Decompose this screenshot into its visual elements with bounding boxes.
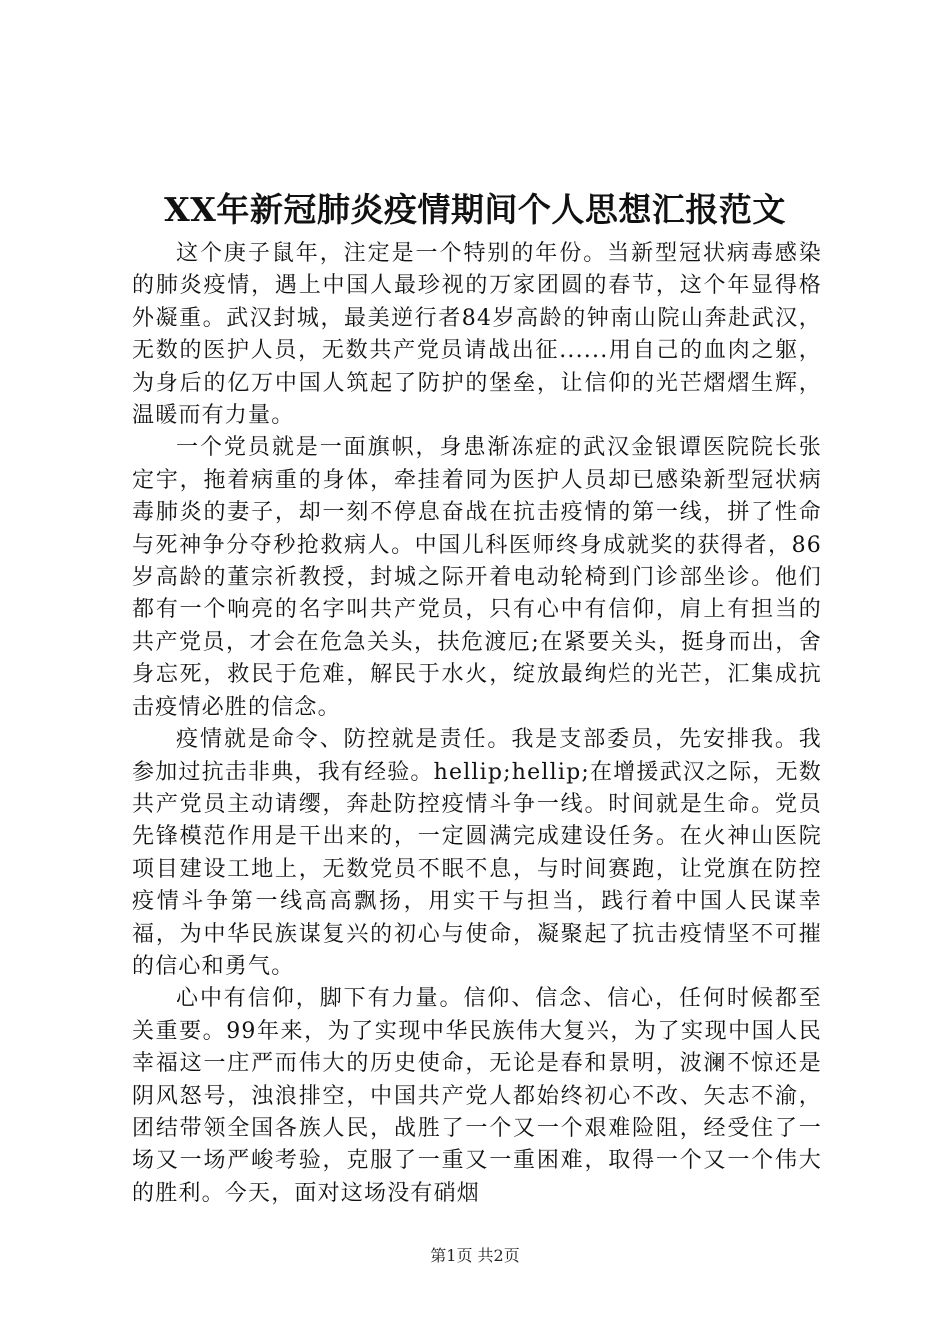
paragraph-4: 心中有信仰，脚下有力量。信仰、信念、信心，任何时候都至关重要。99年来，为了实现中华民族伟大复兴，为了实现中国人民幸福这一庄严而伟大的历史使命，无论是春和景明，波澜不惊还是阴风怒号，浊浪排空，中国共产党人都始终初心不改、矢志不渝，团结带领全国各族人民，战胜了一个又一个艰难险阻，经受住了一场又一场严峻考验，克服了一重又一重困难，取得一个又一个伟大的胜利。今天，面对这场没有硝烟 xyxy=(132,986,822,1206)
document-body xyxy=(132,238,822,1210)
paragraph-2: 一个党员就是一面旗帜，身患渐冻症的武汉金银谭医院院长张定宇，拖着病重的身体，牵挂着同为医护人员却已感染新型冠状病毒肺炎的妻子，却一刻不停息奋战在抗击疫情的第一线，拼了性命与死神争分夺秒抢救病人。中国儿科医师终身成就奖的获得者，86岁高龄的董宗祈教授，封城之际开着电动轮椅到门诊部坐诊。他们都有一个响亮的名字叫共产党员，只有心中有信仰，肩上有担当的共产党员，才会在危急关头，扶危渡厄;在紧要关头，挺身而出，舍身忘死，救民于危难，解民于水火，绽放最绚烂的光芒，汇集成抗击疫情必胜的信念。 xyxy=(132,435,822,720)
page-number: 第1页 共2页 xyxy=(430,1246,520,1265)
paragraph-3: 疫情就是命令、防控就是责任。我是支部委员，先安排我。我参加过抗击非典，我有经验。hellip;hellip;在增援武汉之际，无数共产党员主动请缨，奔赴防控疫情斗争一线。时间就是生命。党员先锋模范作用是干出来的，一定圆满完成建设任务。在火神山医院项目建设工地上，无数党员不眠不息，与时间赛跑，让党旗在防控疫情斗争第一线高高飘扬，用实干与担当，践行着中国人民谋幸福，为中华民族谋复兴的初心与使命，凝聚起了抗击疫情坚不可摧的信心和勇气。 xyxy=(132,727,822,979)
document-title: XX年新冠肺炎疫情期间个人思想汇报范文 xyxy=(164,190,786,229)
paragraph-1: 这个庚子鼠年，注定是一个特别的年份。当新型冠状病毒感染的肺炎疫情，遇上中国人最珍视的万家团圆的春节，这个年显得格外凝重。武汉封城，最美逆行者84岁高龄的钟南山院山奔赴武汉，无数的医护人员，无数共产党员请战出征......用自己的血肉之躯，为身后的亿万中国人筑起了防护的堡垒，让信仰的光芒熠熠生辉，温暖而有力量。 xyxy=(132,241,822,429)
